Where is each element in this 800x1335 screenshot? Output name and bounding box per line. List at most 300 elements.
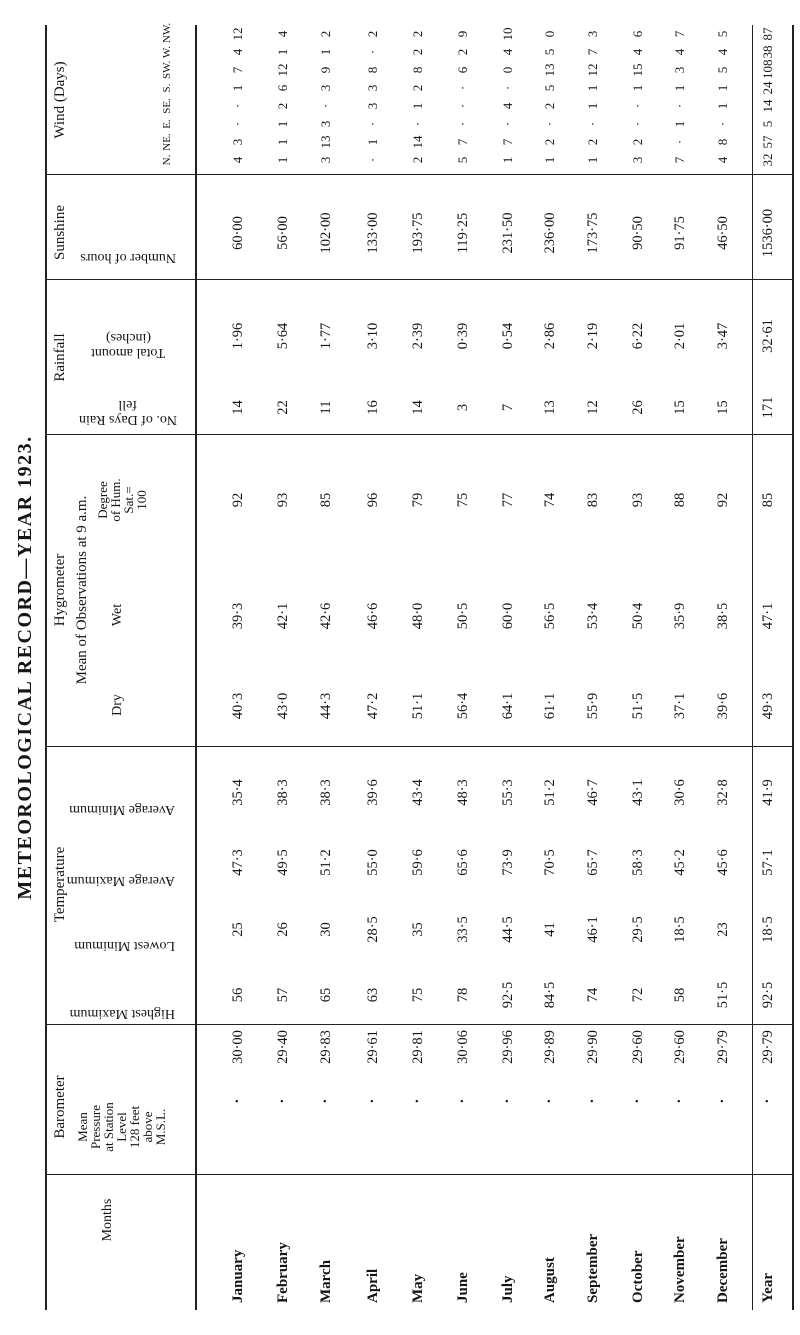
- cell-wind-w: 1: [275, 48, 290, 56]
- cell-avg-max: 58·3: [630, 849, 646, 876]
- cell-pressure: 30·06: [455, 1030, 471, 1064]
- cell-wind-n: 1: [275, 156, 290, 164]
- cell-pressure: 29·61: [365, 1030, 381, 1064]
- leader-dot: .: [271, 1099, 287, 1103]
- cell-rain-total: 0·39: [455, 322, 471, 350]
- cell-low-min: 44·5: [500, 916, 516, 943]
- cell-hum: 83: [585, 492, 601, 508]
- header-months: Months: [100, 1198, 115, 1242]
- cell-dry: 37·1: [672, 692, 688, 720]
- cell-hum: 96: [365, 492, 381, 508]
- header-total-amount: Total amount (inches): [90, 330, 166, 360]
- cell-wind-n: 5: [455, 156, 470, 164]
- header-wind-e: E.: [161, 119, 173, 129]
- header-average-maximum: Average Maximum: [66, 873, 175, 888]
- cell-wind-n: 4: [230, 156, 245, 164]
- cell-wind-s: ·: [455, 85, 470, 91]
- cell-high-max: 56: [230, 987, 246, 1003]
- cell-rain-days: 14: [230, 400, 246, 415]
- cell-sun: 236·00: [542, 212, 558, 254]
- cell-low-min: 46·1: [585, 916, 601, 943]
- leader-dot: .: [668, 1099, 684, 1103]
- cell-dry: 51·5: [630, 692, 646, 720]
- cell-wind-e: ·: [230, 121, 245, 127]
- cell-wind-n: 1: [542, 156, 557, 164]
- cell-wet: 39·3: [230, 602, 246, 630]
- leader-dot: .: [538, 1099, 554, 1103]
- cell-pressure: 29·79: [760, 1030, 776, 1064]
- cell-sun: 119·25: [455, 212, 471, 254]
- header-degree-line: of Hum.: [108, 478, 123, 522]
- cell-rain-days: 12: [585, 400, 601, 415]
- cell-avg-max: 65·6: [455, 849, 471, 876]
- month-label: February: [275, 1242, 291, 1303]
- cell-rain-days: 16: [365, 400, 381, 415]
- cell-wind-e: ·: [455, 121, 470, 127]
- cell-wind-w: 4: [500, 48, 515, 56]
- cell-high-max: 72: [630, 987, 646, 1003]
- cell-wind-ne: 57: [760, 135, 775, 149]
- cell-dry: 39·6: [715, 692, 731, 720]
- cell-wind-n: 32: [760, 153, 775, 167]
- cell-rain-days: 171: [760, 396, 776, 419]
- cell-wind-n: 2: [410, 156, 425, 164]
- leader-dot: .: [626, 1099, 642, 1103]
- header-wind-se: SE.: [161, 98, 173, 114]
- cell-low-min: 25: [230, 922, 246, 937]
- cell-hum: 74: [542, 492, 558, 508]
- cell-sun: 46·50: [715, 216, 731, 250]
- cell-wind-w: ·: [365, 49, 380, 55]
- leader-dot: .: [314, 1099, 330, 1103]
- month-label: December: [715, 1238, 731, 1303]
- cell-rain-total: 6·22: [630, 322, 646, 350]
- cell-wind-nw: 7: [672, 30, 687, 38]
- cell-avg-max: 65·7: [585, 849, 601, 876]
- cell-hum: 88: [672, 492, 688, 508]
- cell-wind-nw: 6: [630, 30, 645, 38]
- cell-high-max: 63: [365, 987, 381, 1003]
- cell-pressure: 30·00: [230, 1030, 246, 1064]
- top-rule: [45, 25, 47, 1310]
- cell-rain-total: 2·19: [585, 322, 601, 350]
- cell-wind-se: 1: [585, 102, 600, 110]
- cell-pressure: 29·89: [542, 1030, 558, 1064]
- cell-high-max: 78: [455, 987, 471, 1003]
- cell-avg-max: 59·6: [410, 849, 426, 876]
- cell-rain-days: 14: [410, 400, 426, 415]
- cell-wet: 50·4: [630, 602, 646, 630]
- cell-dry: 55·9: [585, 692, 601, 720]
- column-rule: [45, 434, 793, 435]
- cell-wind-se: 2: [275, 102, 290, 110]
- cell-wet: 56·5: [542, 602, 558, 630]
- cell-avg-max: 70·5: [542, 849, 558, 876]
- cell-rain-days: 7: [500, 403, 516, 412]
- cell-rain-total: 2·39: [410, 322, 426, 350]
- cell-wind-ne: 1: [365, 138, 380, 146]
- cell-pressure: 29·60: [630, 1030, 646, 1064]
- cell-high-max: 92·5: [500, 981, 516, 1009]
- cell-wind-s: 1: [230, 84, 245, 92]
- header-wind-ne: NE.: [161, 133, 173, 151]
- cell-wind-nw: 2: [410, 30, 425, 38]
- leader-dot: .: [406, 1099, 422, 1103]
- cell-wind-sw: 3: [672, 66, 687, 74]
- cell-wind-se: 1: [410, 102, 425, 110]
- cell-sun: 1536·00: [760, 208, 776, 258]
- cell-rain-days: 11: [318, 400, 334, 415]
- cell-wind-s: 1: [630, 84, 645, 92]
- header-sunshine-hours: Number of hours: [80, 250, 176, 265]
- header-wind-sw: SW.: [161, 60, 173, 79]
- cell-low-min: 26: [275, 922, 291, 937]
- cell-wind-se: 3: [365, 102, 380, 110]
- cell-rain-days: 3: [455, 403, 471, 412]
- header-pressure-line: above: [140, 1111, 155, 1143]
- cell-hum: 75: [455, 492, 471, 508]
- cell-high-max: 75: [410, 987, 426, 1003]
- cell-wind-n: 1: [585, 156, 600, 164]
- group-sunshine: Sunshine: [52, 205, 68, 261]
- cell-pressure: 29·60: [672, 1030, 688, 1064]
- cell-wind-s: ·: [500, 85, 515, 91]
- cell-avg-min: 30·6: [672, 779, 688, 806]
- cell-wind-n: 3: [318, 156, 333, 164]
- cell-dry: 61·1: [542, 692, 558, 720]
- cell-wind-s: 3: [365, 84, 380, 92]
- header-wind-nw: NW.: [161, 22, 173, 43]
- cell-wind-ne: 14: [410, 135, 425, 149]
- cell-wind-w: 5: [542, 48, 557, 56]
- cell-avg-min: 38·3: [318, 779, 334, 806]
- cell-wind-e: 3: [318, 120, 333, 128]
- cell-avg-max: 49·5: [275, 849, 291, 876]
- cell-wet: 47·1: [760, 602, 776, 630]
- cell-wind-sw: 0: [500, 66, 515, 74]
- cell-rain-days: 15: [672, 400, 688, 415]
- cell-wind-n: 7: [672, 156, 687, 164]
- cell-rain-days: 13: [542, 400, 558, 415]
- leader-dot: .: [581, 1099, 597, 1103]
- cell-pressure: 29·81: [410, 1030, 426, 1064]
- cell-avg-min: 46·7: [585, 779, 601, 806]
- cell-wind-e: 1: [672, 120, 687, 128]
- leader-dot: .: [711, 1099, 727, 1103]
- cell-wet: 48·0: [410, 602, 426, 630]
- column-rule: [45, 746, 793, 747]
- cell-hum: 77: [500, 492, 516, 508]
- cell-wind-s: 1: [715, 84, 730, 92]
- cell-wind-w: 7: [585, 48, 600, 56]
- cell-low-min: 18·5: [672, 916, 688, 943]
- cell-wind-ne: 8: [715, 138, 730, 146]
- cell-high-max: 57: [275, 987, 291, 1003]
- cell-wet: 53·4: [585, 602, 601, 630]
- year-row-label: Year: [760, 1273, 776, 1303]
- group-hygrometer: Hygrometer: [52, 553, 68, 627]
- cell-dry: 44·3: [318, 692, 334, 720]
- cell-hum: 79: [410, 492, 426, 508]
- cell-wind-ne: ·: [672, 139, 687, 145]
- cell-dry: 64·1: [500, 692, 516, 720]
- leader-dot: .: [756, 1099, 772, 1103]
- cell-low-min: 33·5: [455, 916, 471, 943]
- cell-high-max: 58: [672, 987, 688, 1003]
- cell-high-max: 51·5: [715, 981, 731, 1009]
- cell-wet: 42·1: [275, 602, 291, 630]
- cell-wind-e: ·: [410, 121, 425, 127]
- cell-hum: 93: [630, 492, 646, 508]
- cell-hum: 92: [715, 492, 731, 508]
- cell-wet: 50·5: [455, 602, 471, 630]
- header-wind-w: W.: [161, 45, 173, 59]
- leader-dot: .: [451, 1099, 467, 1103]
- cell-low-min: 29·5: [630, 916, 646, 943]
- cell-pressure: 29·90: [585, 1030, 601, 1064]
- cell-wind-ne: 2: [542, 138, 557, 146]
- cell-avg-min: 32·8: [715, 779, 731, 806]
- month-label: November: [672, 1236, 688, 1303]
- cell-wind-nw: 2: [318, 30, 333, 38]
- cell-wind-se: ·: [318, 103, 333, 109]
- header-dry: Dry: [110, 694, 125, 716]
- cell-wind-s: 6: [275, 84, 290, 92]
- header-wind-n: N.: [161, 154, 173, 166]
- cell-wind-ne: 3: [230, 138, 245, 146]
- cell-wet: 42·6: [318, 602, 334, 630]
- cell-rain-days: 15: [715, 400, 731, 415]
- cell-sun: 56·00: [275, 216, 291, 250]
- cell-wind-e: ·: [500, 121, 515, 127]
- month-label: July: [500, 1275, 516, 1303]
- cell-dry: 43·0: [275, 692, 291, 720]
- cell-wind-se: ·: [455, 103, 470, 109]
- cell-wind-s: 2: [410, 84, 425, 92]
- cell-wind-se: ·: [672, 103, 687, 109]
- cell-wind-s: 1: [672, 84, 687, 92]
- cell-wind-sw: 8: [410, 66, 425, 74]
- cell-dry: 49·3: [760, 692, 776, 720]
- cell-wind-n: 4: [715, 156, 730, 164]
- leader-dot: .: [226, 1099, 242, 1103]
- cell-avg-max: 55·0: [365, 849, 381, 876]
- cell-wind-se: ·: [230, 103, 245, 109]
- header-rule: [195, 25, 197, 1310]
- header-pressure-line: 128 feet: [127, 1105, 142, 1149]
- cell-hum: 85: [318, 492, 334, 508]
- cell-avg-min: 55·3: [500, 779, 516, 806]
- cell-sun: 231·50: [500, 212, 516, 254]
- cell-rain-days: 22: [275, 400, 291, 415]
- header-degree-line: Degree: [95, 481, 110, 519]
- cell-rain-total: 3·47: [715, 322, 731, 350]
- cell-wind-nw: 10: [500, 27, 515, 41]
- cell-rain-total: 1·96: [230, 322, 246, 350]
- cell-wind-w: 4: [230, 48, 245, 56]
- cell-dry: 56·4: [455, 692, 471, 720]
- cell-wind-s: 5: [542, 84, 557, 92]
- cell-wind-w: 2: [410, 48, 425, 56]
- bottom-rule: [792, 25, 794, 1310]
- cell-wind-e: ·: [715, 121, 730, 127]
- cell-wind-sw: 9: [318, 66, 333, 74]
- month-label: August: [542, 1257, 558, 1303]
- cell-avg-max: 73·9: [500, 849, 516, 876]
- cell-rain-days: 26: [630, 400, 646, 415]
- month-label: April: [365, 1268, 381, 1303]
- cell-wind-n: ·: [365, 157, 380, 163]
- cell-rain-total: 3·10: [365, 322, 381, 350]
- cell-wind-sw: 6: [455, 66, 470, 74]
- cell-low-min: 41: [542, 922, 558, 937]
- cell-avg-min: 35·4: [230, 779, 246, 806]
- header-pressure: [76, 1087, 167, 1167]
- cell-avg-min: 41·9: [760, 779, 776, 806]
- leader-dot: .: [496, 1099, 512, 1103]
- group-temperature: Temperature: [52, 846, 68, 923]
- cell-low-min: 23: [715, 922, 731, 937]
- cell-sun: 102·00: [318, 212, 334, 254]
- month-label: May: [410, 1273, 426, 1303]
- header-pressure-line: at Station: [101, 1102, 116, 1152]
- cell-wind-sw: 8: [365, 66, 380, 74]
- column-rule: [45, 174, 793, 175]
- cell-wind-nw: 3: [585, 30, 600, 38]
- month-label: January: [230, 1249, 246, 1303]
- cell-wind-ne: 7: [500, 138, 515, 146]
- header-average-minimum: Average Minimum: [69, 802, 175, 817]
- cell-wind-nw: 12: [230, 27, 245, 41]
- cell-wet: 35·9: [672, 602, 688, 630]
- header-pressure-line: Mean: [75, 1112, 90, 1142]
- cell-pressure: 29·96: [500, 1030, 516, 1064]
- cell-wind-se: 1: [715, 102, 730, 110]
- column-rule: [45, 1174, 793, 1175]
- group-mean-observations: Mean of Observations at 9 a.m.: [74, 495, 90, 685]
- header-pressure-line: M.S.L.: [153, 1108, 168, 1146]
- cell-wind-n: 3: [630, 156, 645, 164]
- cell-wind-nw: 5: [715, 30, 730, 38]
- cell-wind-ne: 7: [455, 138, 470, 146]
- cell-wind-ne: 13: [318, 135, 333, 149]
- cell-dry: 51·1: [410, 692, 426, 720]
- month-label: September: [585, 1233, 601, 1303]
- cell-wet: 46·6: [365, 602, 381, 630]
- cell-wind-w: 1: [318, 48, 333, 56]
- cell-hum: 93: [275, 492, 291, 508]
- cell-pressure: 29·83: [318, 1030, 334, 1064]
- cell-avg-max: 57·1: [760, 849, 776, 876]
- header-pressure-line: Level: [114, 1112, 129, 1142]
- header-highest-maximum: Highest Maximum: [69, 1006, 175, 1021]
- cell-wet: 60·0: [500, 602, 516, 630]
- cell-low-min: 35: [410, 922, 426, 937]
- header-degree-humidity: [96, 465, 148, 535]
- header-pressure-line: Pressure: [88, 1104, 103, 1150]
- year-rule: [752, 25, 753, 1310]
- cell-sun: 193·75: [410, 212, 426, 254]
- cell-high-max: 74: [585, 987, 601, 1003]
- cell-wind-w: 4: [672, 48, 687, 56]
- cell-low-min: 18·5: [760, 916, 776, 943]
- cell-hum: 92: [230, 492, 246, 508]
- cell-wind-e: 5: [760, 120, 775, 128]
- cell-wind-se: 4: [500, 102, 515, 110]
- cell-rain-total: 5·64: [275, 322, 291, 350]
- cell-sun: 173·75: [585, 212, 601, 254]
- cell-wind-e: ·: [585, 121, 600, 127]
- cell-wind-se: 14: [760, 99, 775, 113]
- group-rainfall: Rainfall: [52, 333, 68, 382]
- cell-wind-nw: 9: [455, 30, 470, 38]
- cell-high-max: 65: [318, 987, 334, 1003]
- cell-wind-sw: 12: [585, 63, 600, 77]
- cell-pressure: 29·40: [275, 1030, 291, 1064]
- page-title: METEOROLOGICAL RECORD—YEAR 1923.: [14, 435, 36, 900]
- cell-pressure: 29·79: [715, 1030, 731, 1064]
- cell-high-max: 92·5: [760, 981, 776, 1009]
- cell-wind-nw: 87: [760, 27, 775, 41]
- cell-wind-n: 1: [500, 156, 515, 164]
- cell-wind-sw: 7: [230, 66, 245, 74]
- cell-wind-ne: 2: [630, 138, 645, 146]
- cell-wind-sw: 5: [715, 66, 730, 74]
- month-label: March: [318, 1259, 334, 1303]
- cell-rain-total: 2·86: [542, 322, 558, 350]
- cell-wind-se: ·: [630, 103, 645, 109]
- cell-wind-w: 38: [760, 45, 775, 59]
- cell-rain-total: 2·01: [672, 322, 688, 350]
- cell-wind-e: 1: [275, 120, 290, 128]
- cell-wet: 38·5: [715, 602, 731, 630]
- header-wind-s: S.: [161, 83, 173, 93]
- cell-avg-max: 45·6: [715, 849, 731, 876]
- cell-avg-min: 48·3: [455, 779, 471, 806]
- cell-wind-e: ·: [365, 121, 380, 127]
- cell-avg-max: 45·2: [672, 849, 688, 876]
- cell-dry: 40·3: [230, 692, 246, 720]
- header-lowest-minimum: Lowest Minimum: [74, 938, 175, 953]
- cell-wind-nw: 2: [365, 30, 380, 38]
- month-label: June: [455, 1272, 471, 1303]
- cell-dry: 47·2: [365, 692, 381, 720]
- month-label: October: [630, 1250, 646, 1303]
- cell-wind-se: 2: [542, 102, 557, 110]
- cell-wind-w: 4: [630, 48, 645, 56]
- cell-sun: 90·50: [630, 216, 646, 250]
- cell-low-min: 28·5: [365, 916, 381, 943]
- header-degree-line: 100: [134, 490, 149, 510]
- leader-dot: .: [361, 1099, 377, 1103]
- cell-rain-total: 0·54: [500, 322, 516, 350]
- cell-wind-nw: 4: [275, 30, 290, 38]
- cell-wind-w: 2: [455, 48, 470, 56]
- cell-rain-total: 32·61: [760, 319, 776, 353]
- cell-avg-min: 51·2: [542, 779, 558, 806]
- cell-avg-min: 38·3: [275, 779, 291, 806]
- cell-rain-total: 1·77: [318, 322, 334, 350]
- cell-wind-s: 1: [585, 84, 600, 92]
- group-barometer: Barometer: [52, 1075, 68, 1139]
- cell-wind-e: ·: [542, 121, 557, 127]
- cell-wind-sw: 15: [630, 63, 645, 77]
- cell-wind-ne: 2: [585, 138, 600, 146]
- cell-low-min: 30: [318, 922, 334, 937]
- cell-wind-sw: 12: [275, 63, 290, 77]
- cell-wind-s: 3: [318, 84, 333, 92]
- cell-avg-min: 43·1: [630, 779, 646, 806]
